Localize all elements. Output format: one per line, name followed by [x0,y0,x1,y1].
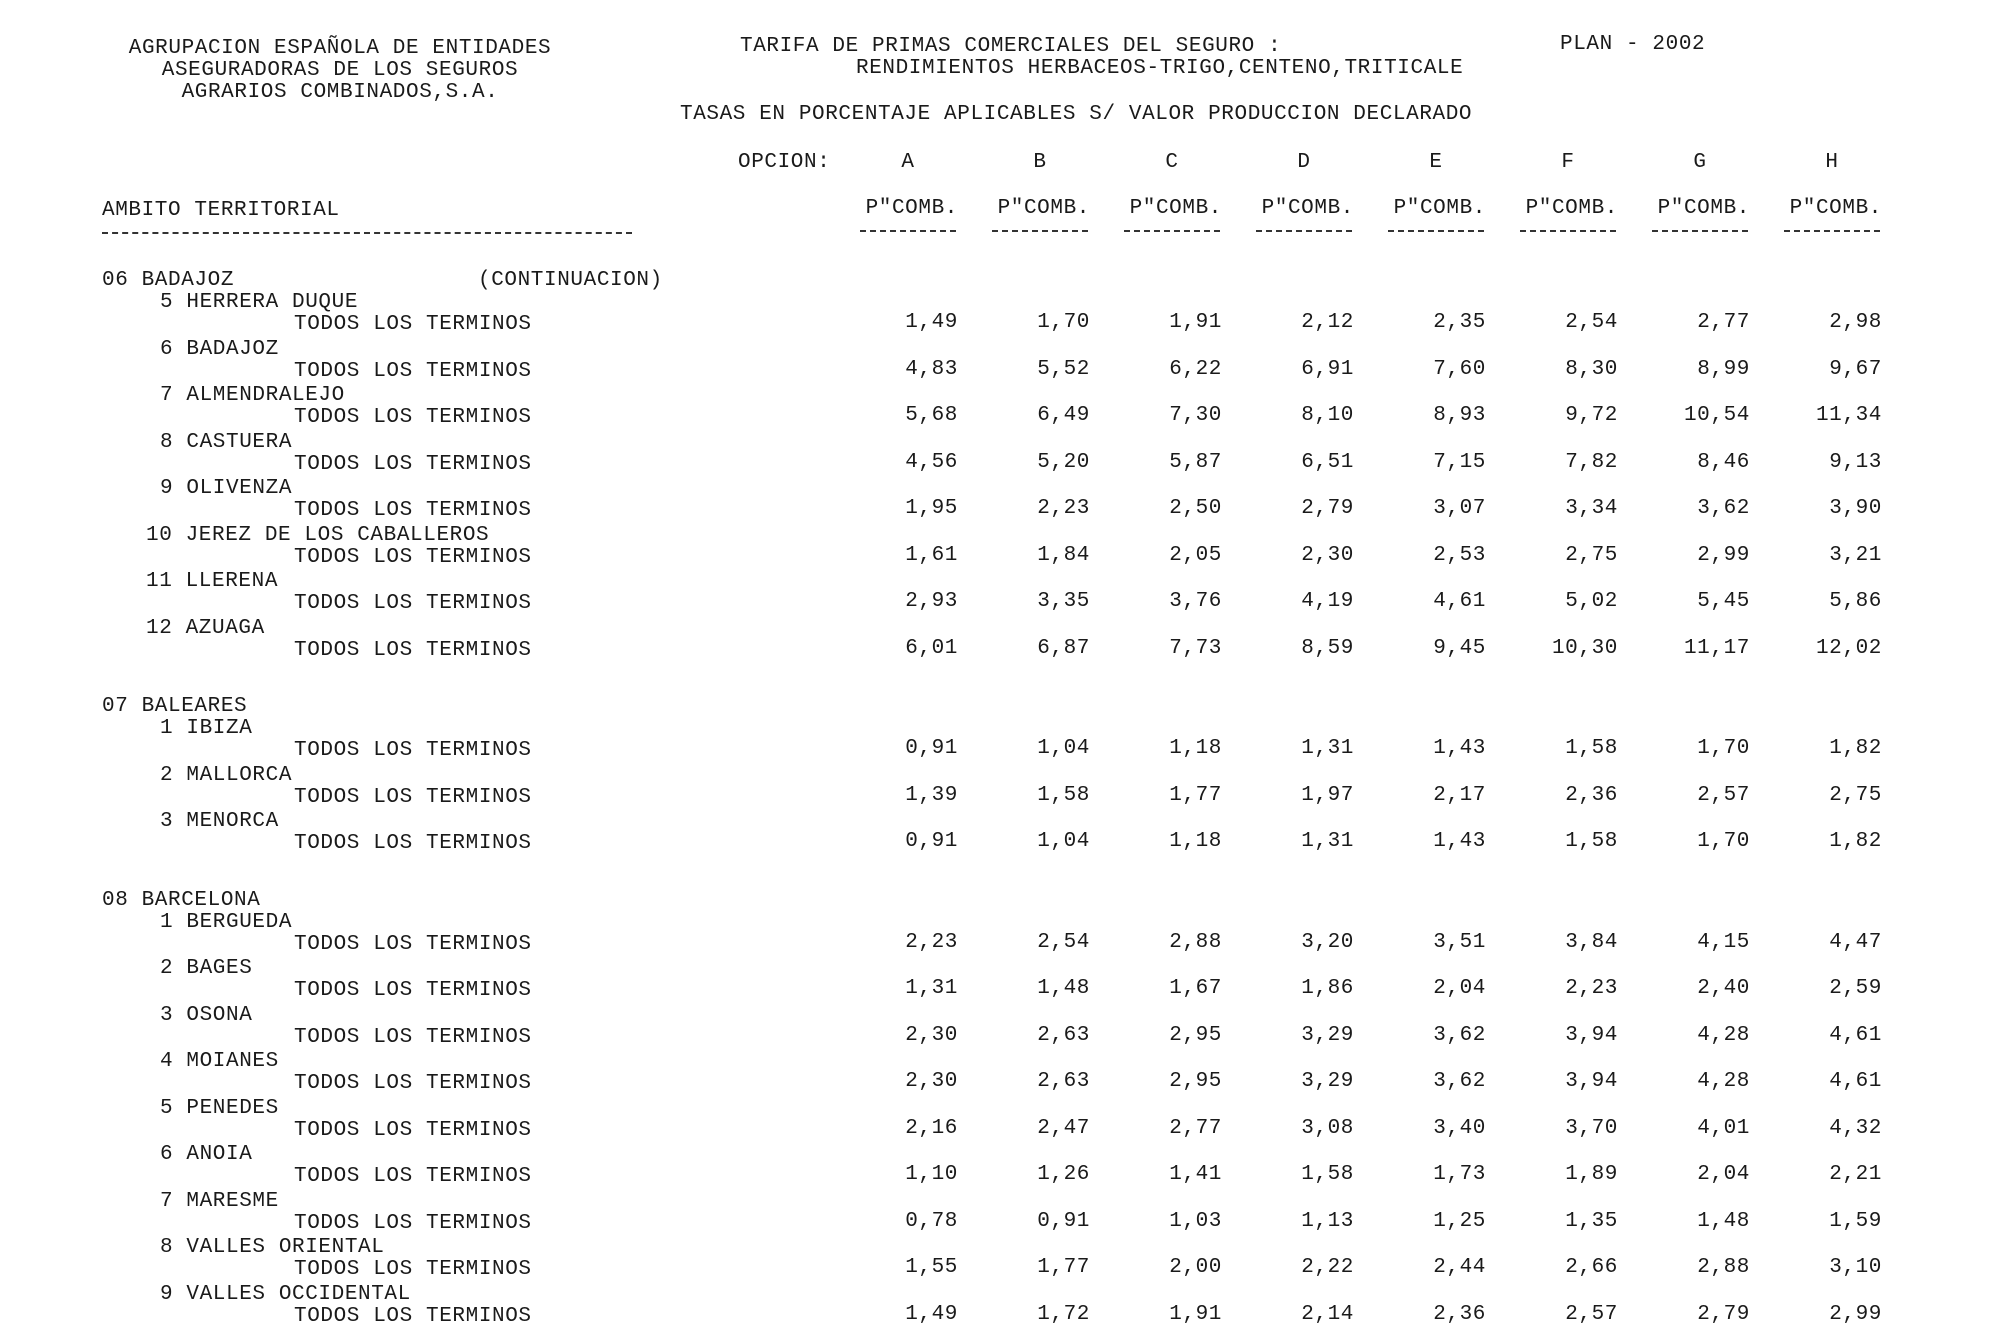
column-sublabel: P"COMB. [1129,197,1222,220]
rate-cell: 4,01 [1697,1116,1750,1140]
column-letter: F [1561,151,1575,174]
comarca-name: 1 BERGUEDA [160,910,293,934]
rate-cell: 8,93 [1433,404,1486,427]
rate-cell: 7,60 [1433,357,1486,381]
rate-cell: 2,14 [1301,1302,1354,1326]
rate-cell: 3,51 [1433,930,1486,954]
tariff-title: TARIFA DE PRIMAS COMERCIALES DEL SEGURO : [740,35,1282,58]
terms-label: TODOS LOS TERMINOS [294,638,532,662]
rate-cell: 1,61 [905,543,958,567]
rate-cell: 8,46 [1697,450,1750,474]
rate-cell: 1,91 [1169,311,1222,334]
terms-label: TODOS LOS TERMINOS [294,1025,532,1049]
rate-cell: 3,94 [1565,1023,1618,1047]
rate-cell: 2,59 [1829,977,1882,1000]
rate-cell: 1,26 [1037,1163,1090,1186]
terms-label: TODOS LOS TERMINOS [294,1165,532,1188]
comarca-name: 9 OLIVENZA [160,477,293,500]
rate-cell: 8,99 [1697,357,1750,381]
rate-cell: 2,63 [1037,1070,1090,1093]
rate-cell: 8,10 [1301,404,1354,427]
column-letter: B [1033,151,1047,174]
rate-cell: 1,58 [1565,830,1618,853]
comarca-name: 5 PENEDES [160,1096,279,1120]
column-letter: D [1297,151,1311,174]
province-name: 06 BADAJOZ [102,269,235,292]
rate-cell: 4,32 [1829,1116,1882,1140]
terms-label: TODOS LOS TERMINOS [294,313,532,336]
terms-label: TODOS LOS TERMINOS [294,592,532,615]
terms-label: TODOS LOS TERMINOS [294,1304,532,1328]
rate-cell: 2,22 [1301,1256,1354,1279]
column-sublabel: P"COMB. [1789,197,1882,220]
rate-cell: 2,44 [1433,1256,1486,1279]
rates-subtitle: TASAS EN PORCENTAJE APLICABLES S/ VALOR PRODUCCION DECLARADO [680,103,1473,126]
rate-cell: 5,02 [1565,590,1618,613]
column-sublabel: P"COMB. [1261,197,1354,220]
column-sublabel: P"COMB. [865,197,958,220]
rate-cell: 2,77 [1697,311,1750,334]
rate-cell: 2,23 [1565,977,1618,1000]
column-underline [992,230,1088,232]
rate-cell: 1,82 [1829,737,1882,760]
rate-cell: 3,94 [1565,1070,1618,1093]
rate-cell: 2,05 [1169,543,1222,567]
rate-cell: 5,68 [905,404,958,427]
comarca-name: 2 MALLORCA [160,763,293,787]
rate-cell: 1,77 [1037,1256,1090,1279]
rate-cell: 1,10 [905,1163,958,1186]
terms-label: TODOS LOS TERMINOS [294,499,532,522]
rate-cell: 3,62 [1433,1070,1486,1093]
rate-cell: 4,47 [1829,930,1882,954]
terms-label: TODOS LOS TERMINOS [294,979,532,1002]
rate-cell: 3,76 [1169,590,1222,613]
rate-cell: 1,58 [1301,1163,1354,1186]
comarca-name: 6 ANOIA [160,1143,253,1166]
rate-cell: 2,54 [1037,930,1090,954]
rate-cell: 1,31 [1301,737,1354,760]
rate-cell: 6,01 [905,636,958,660]
rate-cell: 2,79 [1301,497,1354,520]
tariff-crop: RENDIMIENTOS HERBACEOS-TRIGO,CENTENO,TRITICALE [856,57,1464,80]
rate-cell: 7,30 [1169,404,1222,427]
rate-cell: 3,84 [1565,930,1618,954]
rate-cell: 2,95 [1169,1070,1222,1093]
rate-cell: 0,78 [905,1209,958,1233]
rate-cell: 3,08 [1301,1116,1354,1140]
org-line-1: AGRUPACION ESPAÑOLA DE ENTIDADES [128,37,552,60]
terms-label: TODOS LOS TERMINOS [294,932,532,956]
comarca-name: 8 VALLES ORIENTAL [160,1236,385,1259]
rate-cell: 2,16 [905,1116,958,1140]
rate-cell: 8,30 [1565,357,1618,381]
terms-label: TODOS LOS TERMINOS [294,832,532,855]
rate-cell: 3,20 [1301,930,1354,954]
comarca-name: 5 HERRERA DUQUE [160,291,359,314]
rate-cell: 2,00 [1169,1256,1222,1279]
plan-label: PLAN - 2002 [1560,33,1706,56]
rate-cell: 0,91 [1037,1209,1090,1233]
rate-cell: 4,19 [1301,590,1354,613]
rate-cell: 1,39 [905,783,958,807]
rate-cell: 2,23 [905,930,958,954]
rate-cell: 1,13 [1301,1209,1354,1233]
org-line-3: AGRARIOS COMBINADOS,S.A. [181,81,499,104]
rate-cell: 9,72 [1565,404,1618,427]
rate-cell: 7,82 [1565,450,1618,474]
terms-label: TODOS LOS TERMINOS [294,785,532,809]
rate-cell: 6,22 [1169,357,1222,381]
rate-cell: 1,72 [1037,1302,1090,1326]
rate-cell: 9,67 [1829,357,1882,381]
column-underline [1124,230,1220,232]
rate-cell: 3,29 [1301,1070,1354,1093]
comarca-name: 4 MOIANES [160,1050,279,1073]
rate-cell: 1,04 [1037,830,1090,853]
comarca-name: 6 BADAJOZ [160,337,279,361]
terms-label: TODOS LOS TERMINOS [294,739,532,762]
rate-cell: 2,30 [905,1070,958,1093]
comarca-name: 9 VALLES OCCIDENTAL [160,1282,411,1306]
rate-cell: 1,48 [1037,977,1090,1000]
column-letter: C [1165,151,1179,174]
rate-cell: 3,35 [1037,590,1090,613]
rate-cell: 5,52 [1037,357,1090,381]
rate-cell: 1,18 [1169,737,1222,760]
rate-cell: 2,99 [1697,543,1750,567]
rate-cell: 11,34 [1815,404,1882,427]
rate-cell: 1,43 [1433,737,1486,760]
rate-cell: 1,31 [1301,830,1354,853]
rate-cell: 1,95 [905,497,958,520]
rate-cell: 2,35 [1433,311,1486,334]
ambito-label: AMBITO TERRITORIAL [102,199,340,222]
rate-cell: 4,15 [1697,930,1750,954]
column-underline [1784,230,1880,232]
rate-cell: 1,89 [1565,1163,1618,1186]
rate-cell: 3,40 [1433,1116,1486,1140]
comarca-name: 8 CASTUERA [160,430,293,454]
rate-cell: 9,13 [1829,450,1882,474]
column-sublabel: P"COMB. [1393,197,1486,220]
column-sublabel: P"COMB. [1525,197,1618,220]
comarca-name: 11 LLERENA [146,570,279,593]
rate-cell: 5,86 [1829,590,1882,613]
rate-cell: 2,79 [1697,1302,1750,1326]
column-letter: A [901,151,915,174]
rate-cell: 3,62 [1697,497,1750,520]
terms-label: TODOS LOS TERMINOS [294,359,532,383]
rate-cell: 2,21 [1829,1163,1882,1186]
rate-cell: 1,35 [1565,1209,1618,1233]
rate-cell: 2,99 [1829,1302,1882,1326]
rate-cell: 3,34 [1565,497,1618,520]
column-sublabel: P"COMB. [997,197,1090,220]
rate-cell: 6,49 [1037,404,1090,427]
rate-cell: 7,73 [1169,636,1222,660]
rate-cell: 2,77 [1169,1116,1222,1140]
rate-cell: 2,36 [1565,783,1618,807]
rate-cell: 1,49 [905,1302,958,1326]
rate-cell: 3,62 [1433,1023,1486,1047]
rate-cell: 8,59 [1301,636,1354,660]
comarca-name: 10 JEREZ DE LOS CABALLEROS [146,523,490,547]
rate-cell: 2,88 [1697,1256,1750,1279]
rate-cell: 2,66 [1565,1256,1618,1279]
rate-cell: 1,31 [905,977,958,1000]
comarca-name: 3 MENORCA [160,810,279,833]
rate-cell: 2,98 [1829,311,1882,334]
rate-cell: 3,21 [1829,543,1882,567]
province-name: 07 BALEARES [102,695,248,718]
rate-cell: 2,50 [1169,497,1222,520]
rate-cell: 3,07 [1433,497,1486,520]
rate-cell: 3,90 [1829,497,1882,520]
column-underline [1520,230,1616,232]
comarca-name: 7 ALMENDRALEJO [160,384,345,407]
rate-cell: 4,61 [1433,590,1486,613]
rate-cell: 2,23 [1037,497,1090,520]
rate-cell: 2,04 [1697,1163,1750,1186]
rate-cell: 4,83 [905,357,958,381]
rate-cell: 2,04 [1433,977,1486,1000]
rate-cell: 1,86 [1301,977,1354,1000]
rate-cell: 2,36 [1433,1302,1486,1326]
rate-cell: 1,73 [1433,1163,1486,1186]
rate-cell: 12,02 [1815,636,1882,660]
rate-cell: 2,63 [1037,1023,1090,1047]
comarca-name: 2 BAGES [160,957,253,980]
rate-cell: 1,58 [1037,783,1090,807]
rate-cell: 2,17 [1433,783,1486,807]
rate-cell: 5,45 [1697,590,1750,613]
rate-cell: 1,77 [1169,783,1222,807]
rate-cell: 1,41 [1169,1163,1222,1186]
rate-cell: 2,47 [1037,1116,1090,1140]
terms-label: TODOS LOS TERMINOS [294,1258,532,1281]
opcion-label: OPCION: [738,151,831,174]
rate-cell: 2,75 [1565,543,1618,567]
rate-cell: 6,87 [1037,636,1090,660]
rate-cell: 2,30 [905,1023,958,1047]
rate-cell: 6,51 [1301,450,1354,474]
rate-cell: 1,84 [1037,543,1090,567]
rate-cell: 7,15 [1433,450,1486,474]
province-name: 08 BARCELONA [102,888,261,912]
rate-cell: 1,70 [1037,311,1090,334]
rate-cell: 1,97 [1301,783,1354,807]
column-letter: H [1825,151,1839,174]
rate-cell: 0,91 [905,830,958,853]
comarca-name: 1 IBIZA [160,717,253,740]
org-line-2: ASEGURADORAS DE LOS SEGUROS [161,59,519,82]
rate-cell: 1,04 [1037,737,1090,760]
rate-cell: 5,87 [1169,450,1222,474]
rate-cell: 2,12 [1301,311,1354,334]
rate-cell: 2,88 [1169,930,1222,954]
column-letter: E [1429,151,1443,174]
terms-label: TODOS LOS TERMINOS [294,545,532,569]
comarca-name: 12 AZUAGA [146,616,265,640]
rate-cell: 1,58 [1565,737,1618,760]
rate-cell: 3,10 [1829,1256,1882,1279]
rate-cell: 4,61 [1829,1023,1882,1047]
rate-cell: 4,28 [1697,1023,1750,1047]
rate-cell: 2,54 [1565,311,1618,334]
rate-cell: 1,59 [1829,1209,1882,1233]
rate-cell: 4,61 [1829,1070,1882,1093]
rate-cell: 10,30 [1551,636,1618,660]
rate-cell: 2,53 [1433,543,1486,567]
province-note: (CONTINUACION) [478,269,663,292]
rate-cell: 10,54 [1683,404,1750,427]
terms-label: TODOS LOS TERMINOS [294,452,532,476]
rate-cell: 4,28 [1697,1070,1750,1093]
rate-cell: 1,48 [1697,1209,1750,1233]
column-underline [1256,230,1352,232]
rate-cell: 2,57 [1565,1302,1618,1326]
column-underline [1652,230,1748,232]
rate-cell: 1,70 [1697,737,1750,760]
rate-cell: 0,91 [905,737,958,760]
rate-cell: 2,95 [1169,1023,1222,1047]
rate-cell: 11,17 [1683,636,1750,660]
rate-cell: 1,55 [905,1256,958,1279]
terms-label: TODOS LOS TERMINOS [294,1072,532,1095]
rate-cell: 1,18 [1169,830,1222,853]
terms-label: TODOS LOS TERMINOS [294,1118,532,1142]
terms-label: TODOS LOS TERMINOS [294,1211,532,1235]
terms-label: TODOS LOS TERMINOS [294,406,532,429]
rate-cell: 1,91 [1169,1302,1222,1326]
rate-cell: 1,70 [1697,830,1750,853]
rate-cell: 2,75 [1829,783,1882,807]
rate-cell: 9,45 [1433,636,1486,660]
rate-cell: 2,57 [1697,783,1750,807]
comarca-name: 3 OSONA [160,1003,253,1027]
rate-cell: 3,70 [1565,1116,1618,1140]
column-sublabel: P"COMB. [1657,197,1750,220]
rate-cell: 1,03 [1169,1209,1222,1233]
rate-cell: 1,82 [1829,830,1882,853]
rate-cell: 1,25 [1433,1209,1486,1233]
column-underline [860,230,956,232]
comarca-name: 7 MARESME [160,1189,279,1213]
rate-cell: 2,30 [1301,543,1354,567]
rate-cell: 6,91 [1301,357,1354,381]
rate-cell: 4,56 [905,450,958,474]
rate-cell: 1,49 [905,311,958,334]
rate-cell: 3,29 [1301,1023,1354,1047]
rate-cell: 5,20 [1037,450,1090,474]
column-underline [1388,230,1484,232]
rate-cell: 2,93 [905,590,958,613]
ambito-underline [102,232,632,234]
rate-cell: 1,43 [1433,830,1486,853]
column-letter: G [1693,151,1707,174]
rate-cell: 1,67 [1169,977,1222,1000]
rate-cell: 2,40 [1697,977,1750,1000]
